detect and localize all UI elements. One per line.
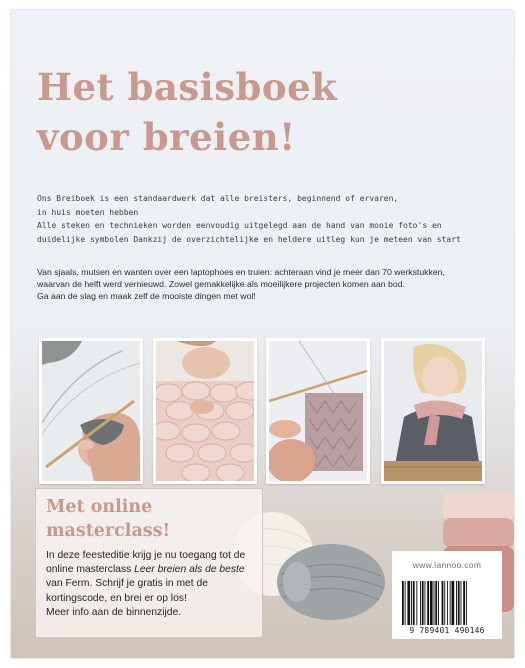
intro-line-3: Alle steken en technieken worden eenvoudig uitgelegd aan de hand van mooie foto's en: [37, 221, 442, 230]
barcode-bar: [444, 581, 445, 625]
body-text: [37, 266, 505, 302]
barcode-bar: [405, 581, 406, 625]
promo-title: [46, 495, 256, 543]
promo-title-line-1: Met online: [46, 497, 153, 517]
masterclass-promo: [35, 488, 263, 638]
barcode-bar: [416, 581, 417, 625]
promo-title-line-2: masterclass!: [46, 521, 171, 541]
barcode-bar: [452, 581, 455, 625]
intro-line-2: in huis moeten hebben: [37, 207, 139, 217]
photo-chunky-blanket: [153, 338, 257, 484]
body-line-3: Ga aan de slag en maak zelf de mooiste dingen met wol!: [37, 291, 256, 301]
title-line-2: voor breien!: [37, 115, 296, 159]
barcode-bar: [427, 581, 429, 625]
grey-yarn-skein-icon: [275, 530, 387, 624]
barcode-bar: [435, 581, 437, 625]
barcode-bar: [463, 581, 465, 625]
barcode-bar: [438, 581, 439, 625]
barcode-icon: [401, 581, 493, 625]
barcode-panel: [392, 551, 502, 639]
intro-line-1: Ons Breiboek is een standaardwerk dat alle breisters, beginnend of ervaren,: [37, 194, 399, 203]
barcode-bar: [402, 581, 404, 625]
masterclass-name: Leer breien als de beste: [134, 564, 245, 576]
intro-line-4: duidelijke symbolen Dankzij de overzichtelijke en heldere uitleg kun je meteen van start: [37, 234, 461, 244]
back-cover: [11, 10, 514, 658]
barcode-bar: [420, 581, 421, 625]
promo-text: [46, 549, 261, 620]
barcode-bar: [442, 581, 444, 625]
barcode-bar: [413, 581, 415, 625]
barcode-bar: [447, 581, 448, 625]
photo-child-scarf: [381, 338, 485, 484]
promo-text-last-line: Meer info aan de binnenzijde.: [46, 606, 182, 618]
barcode-bar: [407, 581, 410, 625]
chunky-pink-blanket-photo: [156, 341, 254, 481]
title-line-1: Het basisboek: [37, 65, 338, 109]
intro-text: [37, 192, 503, 246]
photo-lace-knitting: [266, 338, 370, 484]
lace-knitting-photo: [269, 341, 367, 481]
book-title: [37, 62, 457, 162]
barcode-bar: [461, 581, 462, 625]
barcode-bar: [466, 581, 467, 625]
child-with-scarf-photo: [384, 341, 482, 481]
body-line-2: waarvan de helft werd vernieuwd. Zowel gemakkelijke als moeilijkere projecten komen aan bod.: [37, 279, 405, 289]
publisher-website: www.lannoo.com: [412, 560, 482, 570]
knitting-needles-grey-yarn-photo: [42, 341, 140, 481]
photo-knitting-needles: [39, 338, 143, 484]
promo-text-part-1: In deze feesteditie krijg je nu toegang tot de online masterclass: [46, 550, 246, 576]
barcode-bar: [458, 581, 460, 625]
isbn-number: 9 789401 490146: [409, 626, 485, 635]
body-line-1: Van sjaals, mutsen en wanten over een laptophoes en truien: achteraan vind je meer dan 70 werkstukken,: [37, 267, 445, 277]
barcode-bar: [422, 581, 424, 625]
barcode-bar: [430, 581, 433, 625]
barcode-bar: [411, 581, 412, 625]
barcode-bar: [456, 581, 457, 625]
barcode-bar: [450, 581, 451, 625]
barcode-bar: [434, 581, 435, 625]
barcode-bar: [425, 581, 426, 625]
promo-text-part-2: van Ferm. Schrijf je gratis in met de kortingscode, en brei er op los!: [46, 578, 208, 604]
